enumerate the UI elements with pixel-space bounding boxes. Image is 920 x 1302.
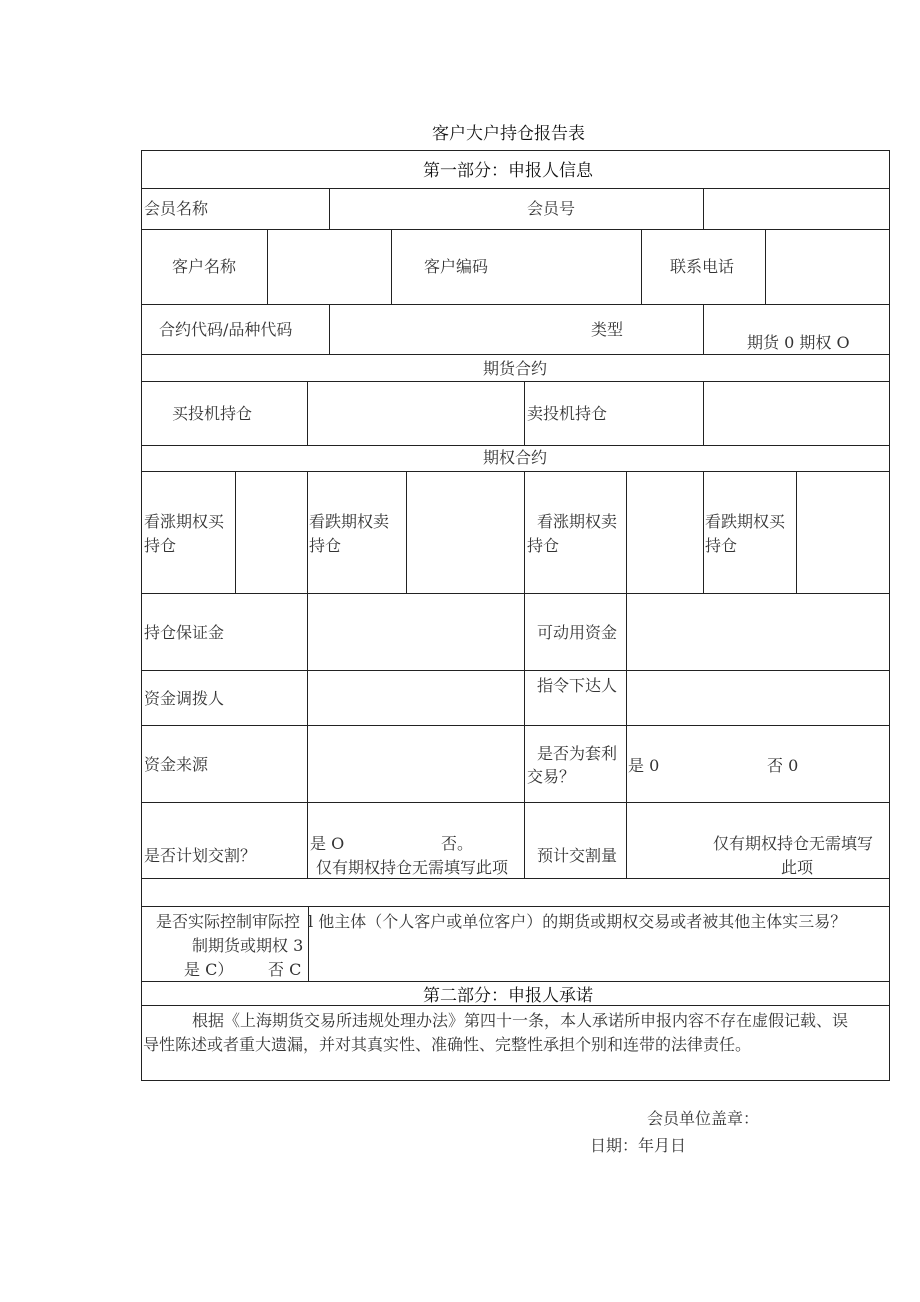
part1-heading: 第一部分：申报人信息: [423, 161, 593, 181]
client-code-label: 客户编码: [424, 257, 489, 276]
table-border-bottom: [141, 1080, 890, 1081]
col-divider: [307, 471, 308, 593]
col-divider: [703, 381, 704, 445]
seal-label: 会员单位盖章：: [647, 1109, 760, 1128]
control-label-line2: 制期货或期权 3: [192, 936, 304, 955]
arbitrage-label-line2: 交易？: [527, 767, 576, 786]
commitment-line1: 根据《上海期货交易所违规处理办法》第四十一条，本人承诺所申报内容不存在虚假记载、误: [192, 1011, 849, 1030]
futures-section-label: 期货合约: [483, 359, 548, 378]
col-divider: [626, 593, 627, 878]
client-name-label: 客户名称: [172, 257, 237, 276]
page-title: 客户大户持仓报告表: [432, 124, 585, 144]
col-divider: [391, 229, 392, 304]
col-divider: [329, 304, 330, 354]
call-sell-label-line2: 持仓: [527, 536, 560, 555]
order-issuer-label: 指令下达人: [537, 676, 618, 695]
col-divider: [307, 381, 308, 445]
row-divider: [141, 981, 890, 982]
row-divider: [141, 229, 890, 230]
arbitrage-no-option: 否 0: [767, 756, 799, 775]
phone-label: 联系电话: [670, 257, 735, 276]
col-divider: [235, 471, 236, 593]
col-divider: [524, 381, 525, 445]
col-divider: [765, 229, 766, 304]
row-divider: [141, 471, 890, 472]
row-divider: [141, 381, 890, 382]
type-options: 期货 0 期权 O: [747, 333, 850, 352]
type-label: 类型: [591, 320, 624, 339]
put-buy-label-line2: 持仓: [705, 536, 738, 555]
delivery-no-option: 否。: [441, 834, 474, 853]
control-no-option: 否 C: [268, 960, 302, 979]
col-divider: [524, 593, 525, 878]
fund-allocator-label: 资金调拨人: [144, 689, 225, 708]
fund-source-label: 资金来源: [144, 755, 209, 774]
put-sell-label-line1: 看跌期权卖: [309, 512, 390, 531]
member-name-label: 会员名称: [144, 199, 209, 218]
call-buy-label-line1: 看涨期权买: [144, 512, 225, 531]
table-border-right: [889, 150, 890, 1081]
col-divider: [524, 471, 525, 593]
row-divider: [141, 188, 890, 189]
control-yes-option: 是 C）: [184, 960, 234, 979]
col-divider: [626, 471, 627, 593]
col-divider: [796, 471, 797, 593]
call-buy-label-line2: 持仓: [144, 536, 177, 555]
delivery-qty-label: 预计交割量: [537, 846, 618, 865]
part2-heading: 第二部分：申报人承诺: [423, 986, 593, 1006]
col-divider: [703, 188, 704, 229]
put-sell-label-line2: 持仓: [309, 536, 342, 555]
delivery-label: 是否计划交割？: [144, 846, 257, 865]
col-divider: [641, 229, 642, 304]
table-border-top: [141, 150, 890, 151]
call-sell-label-line1: 看涨期权卖: [537, 512, 618, 531]
row-divider: [141, 593, 890, 594]
col-divider: [267, 229, 268, 304]
control-question: l 他主体（个人客户或单位客户）的期货或期权交易或者被其他主体实三易？: [308, 912, 847, 931]
available-funds-label: 可动用资金: [537, 623, 618, 642]
options-section-label: 期权合约: [483, 448, 548, 467]
row-divider: [141, 445, 890, 446]
delivery-qty-note-line1: 仅有期权持仓无需填写: [713, 834, 874, 853]
row-divider: [141, 802, 890, 803]
commitment-line2: 导性陈述或者重大遗漏，并对其真实性、准确性、完整性承担个别和连带的法律责任。: [143, 1035, 752, 1054]
contract-code-label: 合约代码/品种代码: [159, 320, 293, 339]
delivery-qty-note-line2: 此项: [781, 858, 814, 877]
row-divider: [141, 354, 890, 355]
control-label-line1: 是否实际控制审际控: [156, 912, 301, 931]
delivery-note: 仅有期权持仓无需填写此项: [316, 858, 509, 877]
arbitrage-yes-option: 是 0: [628, 756, 660, 775]
col-divider: [329, 188, 330, 229]
spec-sell-label: 卖投机持仓: [527, 404, 608, 423]
row-divider: [141, 878, 890, 879]
table-border-left: [141, 150, 142, 1081]
row-divider: [141, 670, 890, 671]
row-divider: [141, 304, 890, 305]
arbitrage-label-line1: 是否为套利: [537, 744, 618, 763]
col-divider: [307, 593, 308, 878]
spec-buy-label: 买投机持仓: [172, 404, 253, 423]
row-divider: [141, 906, 890, 907]
member-no-label: 会员号: [527, 199, 576, 218]
col-divider: [703, 304, 704, 354]
delivery-yes-option: 是 O: [310, 834, 345, 853]
col-divider: [703, 471, 704, 593]
put-buy-label-line1: 看跌期权买: [705, 512, 786, 531]
row-divider: [141, 725, 890, 726]
margin-label: 持仓保证金: [144, 623, 225, 642]
date-label: 日期：年月日: [590, 1136, 687, 1155]
col-divider: [406, 471, 407, 593]
